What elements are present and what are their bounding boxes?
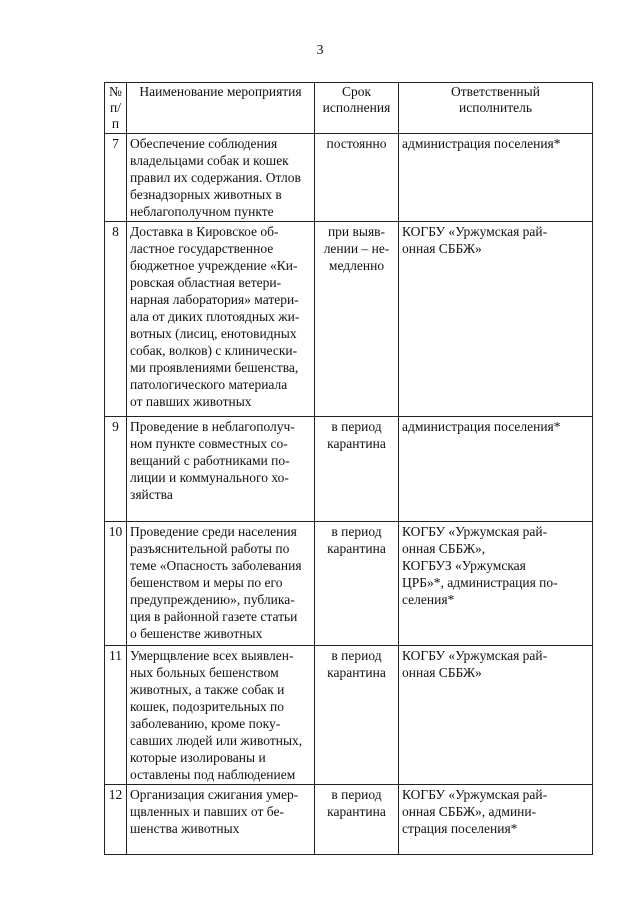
row-name: Доставка в Кировское об- ластное государственное бюджетное учреждение «Ки- ровская областная ветери- нарная лаборатория» матери- ала от диких плотоядных жи- вотных (лисиц, енотовидных собак, волков) с клинически- ми проявлениями бешенства, патологического материала от павших животных [127, 222, 315, 417]
row-term: постоянно [315, 134, 399, 222]
page-number: 3 [316, 43, 324, 58]
row-term: в период карантина [315, 646, 399, 785]
table-row [105, 522, 593, 646]
row-term: в период карантина [315, 522, 399, 646]
table-row [105, 785, 593, 855]
row-term: в период карантина [315, 785, 399, 855]
row-name: Обеспечение соблюдения владельцами собак и кошек правил их содержания. Отлов безнадзорных животных в неблагополучном пункте [127, 134, 315, 222]
table-row [105, 222, 593, 417]
header-responsible: Ответственный исполнитель [399, 83, 593, 134]
row-term: в период карантина [315, 417, 399, 522]
row-number: 7 [105, 134, 127, 222]
row-responsible: администрация поселения* [399, 417, 593, 522]
row-number: 9 [105, 417, 127, 522]
table-row [105, 417, 593, 522]
row-number: 11 [105, 646, 127, 785]
row-number: 8 [105, 222, 127, 417]
row-number: 10 [105, 522, 127, 646]
row-responsible: КОГБУ «Уржумская рай- онная СББЖ» [399, 222, 593, 417]
row-term: при выяв- лении – не- медленно [315, 222, 399, 417]
row-name: Организация сжигания умер- щвленных и павших от бе- шенства животных [127, 785, 315, 855]
row-responsible: администрация поселения* [399, 134, 593, 222]
table-row [105, 134, 593, 222]
row-name: Проведение среди населения разъяснительной работы по теме «Опасность заболевания бешенством и меры по его предупреждению», публика- ция в районной газете статьи о бешенстве животных [127, 522, 315, 646]
row-name: Умерщвление всех выявлен- ных больных бешенством животных, а также собак и кошек, подозрительных по заболеванию, кроме поку- савших людей или животных, которые изолированы и оставлены под наблюдением [127, 646, 315, 785]
header-term: Срок исполнения [315, 83, 399, 134]
row-responsible: КОГБУ «Уржумская рай- онная СББЖ» [399, 646, 593, 785]
table-header-row [105, 83, 593, 134]
table-row [105, 646, 593, 785]
row-number: 12 [105, 785, 127, 855]
header-number: № п/п [105, 83, 127, 134]
measures-table [104, 82, 593, 855]
row-responsible: КОГБУ «Уржумская рай- онная СББЖ», админи- страция поселения* [399, 785, 593, 855]
row-responsible: КОГБУ «Уржумская рай- онная СББЖ», КОГБУЗ «Уржумская ЦРБ»*, администрация по- селения* [399, 522, 593, 646]
header-name: Наименование мероприятия [127, 83, 315, 134]
row-name: Проведение в неблагополуч- ном пункте совместных со- вещаний с работниками по- лиции и коммунального хо- зяйства [127, 417, 315, 522]
